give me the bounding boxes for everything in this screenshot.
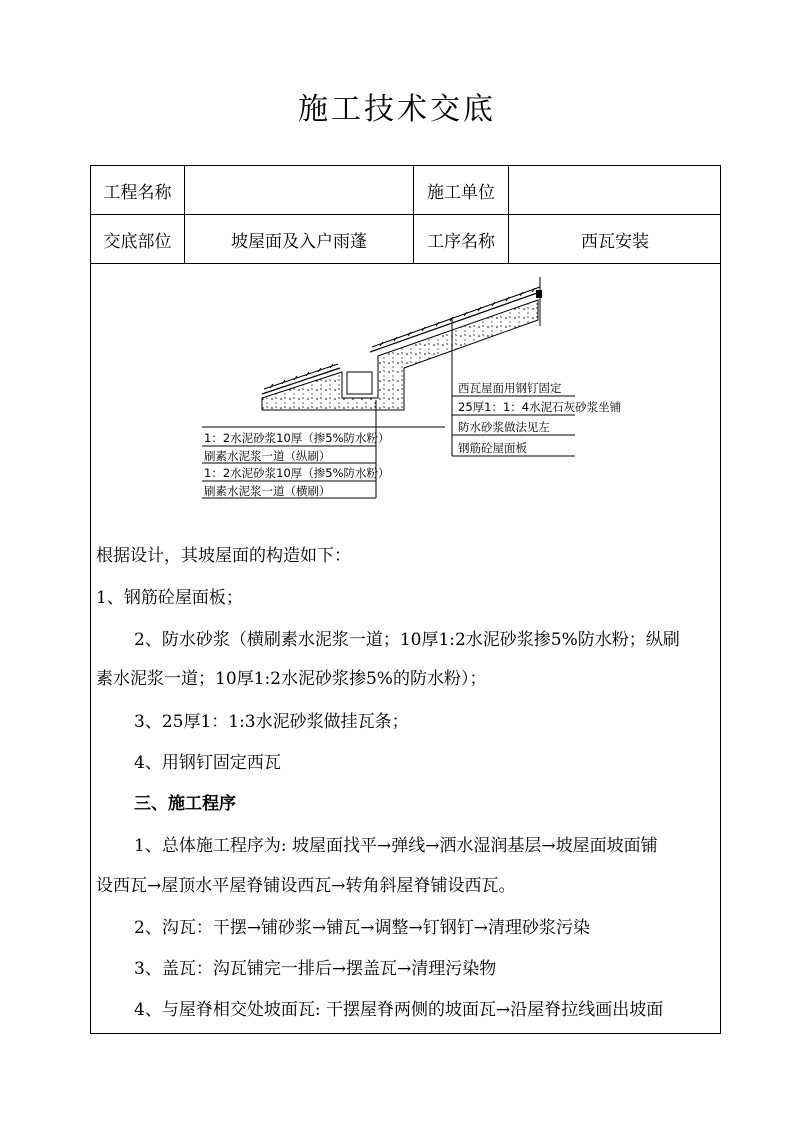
roof-section-diagram	[0, 0, 794, 520]
step-3: 3、盖瓦：沟瓦铺完一排后→摆盖瓦→清理污染物	[134, 959, 497, 979]
part-value: 坡屋面及入户雨蓬	[231, 231, 367, 252]
process-value: 西瓦安装	[581, 231, 649, 252]
diagram-label: 1：2水泥砂浆10厚（掺5%防水粉）	[204, 431, 390, 445]
item-2-line-1: 2、防水砂浆（横刷素水泥浆一道；10厚1:2水泥砂浆掺5%防水粉；纵刷	[134, 630, 680, 650]
part-label: 交底部位	[103, 231, 172, 252]
project-name-label: 工程名称	[103, 182, 172, 203]
item-4: 4、用钢钉固定西瓦	[134, 753, 281, 773]
step-1-line-1: 1、总体施工程序为: 坡屋面找平→弹线→洒水湿润基层→坡屋面坡面铺	[134, 836, 658, 856]
section-heading: 三、施工程序	[134, 794, 236, 814]
diagram-label: 刷素水泥浆一道（横刷）	[204, 484, 331, 498]
diagram-label: 刷素水泥浆一道（纵刷）	[204, 449, 331, 463]
gutter	[347, 372, 372, 394]
process-label: 工序名称	[427, 231, 495, 252]
diagram-label: 防水砂浆做法见左	[458, 420, 550, 434]
step-4: 4、与屋脊相交处坡面瓦: 干摆屋脊两侧的坡面瓦→沿屋脊拉线画出坡面	[134, 1000, 664, 1020]
item-1: 1、钢筋砼屋面板；	[96, 588, 243, 608]
item-3: 3、25厚1：1:3水泥砂浆做挂瓦条；	[134, 712, 409, 732]
item-2-line-2: 素水泥浆一道；10厚1:2水泥砂浆掺5%的防水粉）；	[96, 669, 487, 689]
intro-text: 根据设计，其坡屋面的构造如下：	[96, 546, 351, 566]
page-title: 施工技术交底	[298, 92, 496, 127]
step-1-line-2: 设西瓦→屋顶水平屋脊铺设西瓦→转角斜屋脊铺设西瓦。	[96, 876, 516, 896]
diagram-label: 西瓦屋面用钢钉固定	[458, 381, 562, 395]
diagram-label: 1：2水泥砂浆10厚（掺5%防水粉）	[204, 466, 390, 480]
construction-unit-label: 施工单位	[427, 182, 495, 203]
ridge-cap	[536, 290, 542, 298]
diagram-label: 钢筋砼屋面板	[458, 441, 527, 455]
diagram-label: 25厚1：1：4水泥石灰砂浆坐铺	[458, 400, 622, 414]
step-2: 2、沟瓦：干摆→铺砂浆→铺瓦→调整→钉钢钉→清理砂浆污染	[134, 918, 591, 938]
